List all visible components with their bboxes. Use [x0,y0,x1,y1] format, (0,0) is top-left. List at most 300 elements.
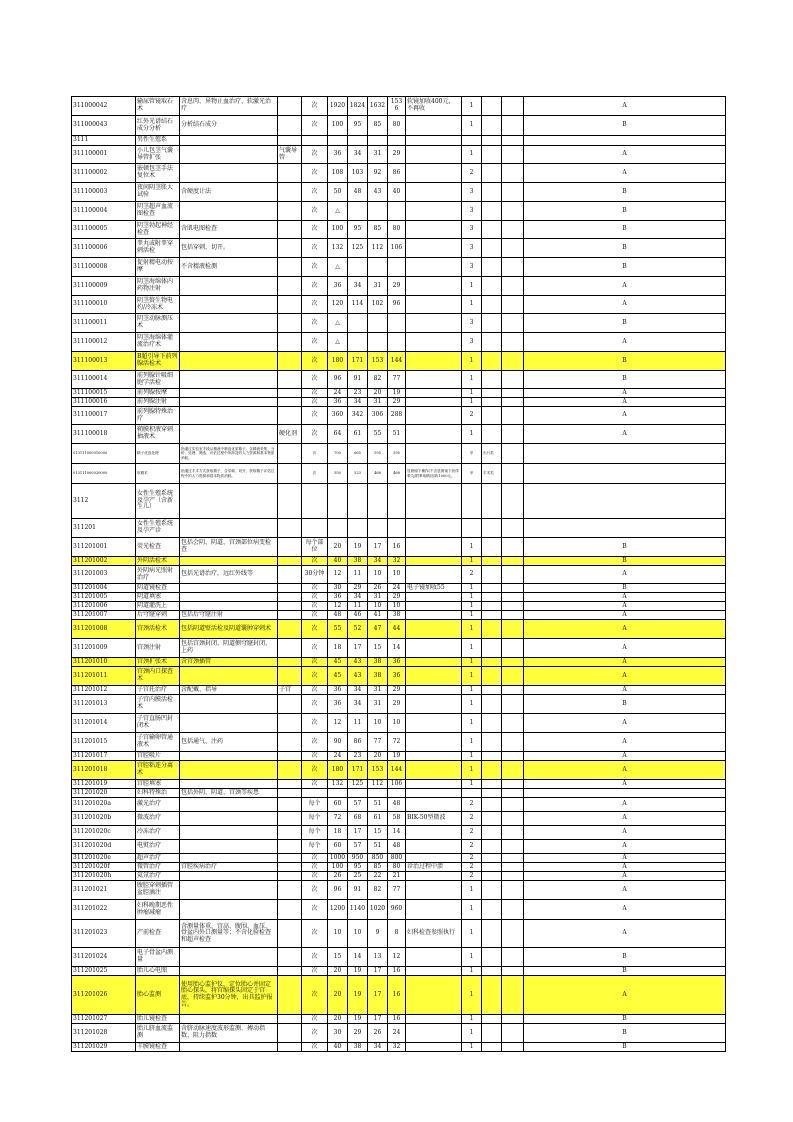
price-level3-cell: 31 [368,695,388,714]
exclusion-cell [278,519,302,538]
price-level2-cell: 38 [348,557,368,566]
table-row [72,183,726,202]
price-level3-cell: 51 [368,840,388,854]
category-cell: A [524,686,726,695]
price-level2-cell: 11 [348,566,368,584]
item-name-cell: 胎儿镜检查 [136,1015,180,1024]
item-name-cell: 超声治疗 [136,854,180,863]
extra-cell [482,484,502,519]
price-level1-cell: 30 [328,1024,348,1043]
extra-cell [482,398,502,407]
unit-cell: 次 [302,602,328,611]
price-level4-cell: 800 [388,854,406,863]
category-cell: B [524,1015,726,1024]
table-row [72,967,726,976]
unit-cell: 每个 [302,826,328,840]
extra2-cell [502,667,524,686]
price-level4-cell: 10 [388,714,406,733]
unit-cell: 次 [302,183,328,202]
extra-cell [482,593,502,602]
exclusion-cell [278,1024,302,1043]
extra-cell [482,164,502,183]
table-row [72,658,726,667]
category-cell: A [524,872,726,881]
item-name-cell: 后穹窿穿刺 [136,611,180,620]
price-level2-cell: 46 [348,611,368,620]
category-cell: A [524,658,726,667]
project-type-cell: 1 [462,371,482,389]
project-type-cell: 3 [462,333,482,352]
item-content-cell: 使用胎心监护仪，定位胎心并固定胎心探头，将宫缩探头固定于宫底，持续监护30分钟，出具监护报告。 [180,976,278,1015]
category-cell: A [524,840,726,854]
project-type-cell: 1 [462,967,482,976]
extra2-cell [502,840,524,854]
price-level1-cell: 12 [328,566,348,584]
item-content-cell [180,484,278,519]
exclusion-cell: 硬化剂 [278,425,302,444]
item-code-cell: 311100001 [72,146,136,164]
remark-cell [406,407,462,425]
exclusion-cell [278,639,302,658]
extra-cell [482,136,502,146]
remark-cell [406,277,462,296]
price-table [71,96,726,1052]
item-code-cell: 013111000020000 [72,464,136,484]
price-table-sheet [71,96,725,1052]
unit-cell: 次 [302,584,328,593]
price-level3-cell [368,519,388,538]
unit-cell: 次 [302,920,328,948]
price-level3-cell: 17 [368,976,388,1015]
price-level3-cell: 306 [368,407,388,425]
remark-cell [406,967,462,976]
price-level3-cell: 34 [368,557,388,566]
project-type-cell: 1 [462,686,482,695]
price-level2-cell [348,484,368,519]
unit-cell: 次 [302,314,328,333]
item-content-cell [180,296,278,314]
exclusion-cell [278,333,302,352]
extra2-cell [502,733,524,752]
item-name-cell: 子宫内膜活检术 [136,695,180,714]
price-level1-cell: 20 [328,967,348,976]
item-name-cell: 取精术 [136,464,180,484]
table-row [72,519,726,538]
project-type-cell: 1 [462,948,482,967]
item-content-cell [180,780,278,789]
table-row [72,116,726,136]
item-code-cell: 311201020c [72,826,136,840]
price-level4-cell: 14 [388,639,406,658]
price-level4-cell: 595 [388,444,406,464]
item-code-cell: 311201020 [72,789,136,798]
extra-cell: 出行类 [482,444,502,464]
project-type-cell: 2 [462,798,482,812]
remark-cell: 妇科检查参照执行 [406,920,462,948]
exclusion-cell [278,296,302,314]
item-code-cell: 311100010 [72,296,136,314]
price-level3-cell: 595 [368,444,388,464]
price-level1-cell: 60 [328,798,348,812]
exclusion-cell [278,593,302,602]
unit-cell: 每个 [302,798,328,812]
exclusion-cell [278,202,302,221]
remark-cell [406,538,462,557]
remark-cell [406,164,462,183]
category-cell: B [524,584,726,593]
extra-cell [482,948,502,967]
project-type-cell: 1 [462,1024,482,1043]
category-cell: A [524,667,726,686]
category-cell: B [524,967,726,976]
table-row [72,314,726,333]
extra2-cell [502,425,524,444]
item-name-cell: B超引导下前列腺活检术 [136,352,180,371]
price-level3-cell: 153 [368,761,388,780]
extra2-cell [502,881,524,900]
exclusion-cell [278,967,302,976]
price-level4-cell: 14 [388,826,406,840]
price-level2-cell: 95 [348,116,368,136]
item-name-cell: 腹腔穿刺插管盆腔滴注 [136,881,180,900]
item-code-cell: 311100012 [72,333,136,352]
price-level4-cell: 29 [388,593,406,602]
project-type-cell: 3 [462,314,482,333]
extra2-cell [502,948,524,967]
exclusion-cell [278,183,302,202]
item-name-cell: 阴道灌洗上 [136,602,180,611]
extra2-cell [502,1024,524,1043]
category-cell: A [524,733,726,752]
unit-cell: 次 [302,620,328,639]
category-cell: B [524,371,726,389]
item-name-cell: 前列腺特殊治疗 [136,407,180,425]
extra2-cell [502,854,524,863]
exclusion-cell [278,584,302,593]
price-level4-cell [388,789,406,798]
price-level3-cell: 43 [368,183,388,202]
price-level2-cell: 34 [348,686,368,695]
extra-cell [482,584,502,593]
exclusion-cell [278,1015,302,1024]
price-level2-cell: 23 [348,389,368,398]
item-code-cell: 311201003 [72,566,136,584]
price-level1-cell: 132 [328,239,348,258]
item-code-cell: 311201018 [72,761,136,780]
extra-cell [482,258,502,277]
extra2-cell [502,620,524,639]
item-content-cell [180,714,278,733]
item-content-cell [180,407,278,425]
extra-cell [482,183,502,202]
project-type-cell: 1 [462,398,482,407]
project-type-cell: 1 [462,602,482,611]
extra2-cell [502,333,524,352]
extra2-cell [502,812,524,826]
price-level3-cell: 153 [368,352,388,371]
table-row [72,407,726,425]
exclusion-cell [278,620,302,639]
price-level3-cell: 10 [368,714,388,733]
item-code-cell: 311201004 [72,584,136,593]
exclusion-cell [278,733,302,752]
item-content-cell [180,854,278,863]
price-level4-cell: 960 [388,900,406,920]
price-level4-cell: 29 [388,398,406,407]
table-row [72,900,726,920]
category-cell: A [524,566,726,584]
item-name-cell: 阴道填塞 [136,593,180,602]
item-name-cell: 微波治疗 [136,812,180,826]
price-level1-cell [328,519,348,538]
table-row [72,733,726,752]
unit-cell: 次 [302,593,328,602]
price-level2-cell: 19 [348,967,368,976]
price-level1-cell: △ [328,314,348,333]
remark-cell [406,602,462,611]
price-level2-cell: 10 [348,920,368,948]
item-name-cell: 前列腺按摩 [136,389,180,398]
remark-cell: 软镜加收400元，不再收 [406,97,462,116]
remark-cell [406,314,462,333]
item-name-cell: 红外光谱结石成分分析 [136,116,180,136]
item-code-cell: 311100004 [72,202,136,221]
item-content-cell: 含息肉、异物止血治疗、软激光治疗 [180,97,278,116]
extra-cell [482,667,502,686]
exclusion-cell [278,484,302,519]
price-level2-cell: 91 [348,881,368,900]
price-level2-cell: 125 [348,239,368,258]
extra-cell [482,872,502,881]
item-code-cell: 311201023 [72,920,136,948]
category-cell: B [524,538,726,557]
item-name-cell: 胎儿心电图 [136,967,180,976]
price-level2-cell [348,258,368,277]
price-level3-cell [368,484,388,519]
price-level4-cell: 144 [388,761,406,780]
table-row [72,761,726,780]
item-content-cell: 包括外阴、阴道、宫颈等疾患 [180,789,278,798]
project-type-cell: 甲 [462,444,482,464]
item-content-cell [180,519,278,538]
item-name-cell: 阴茎赘生物电灼/冷冻术 [136,296,180,314]
item-content-cell [180,593,278,602]
price-level1-cell: 550 [328,464,348,484]
item-content-cell: 含测量体重、宫高、腹围、血压、骨盆内外口测量等；不含化验检查和超声检查 [180,920,278,948]
category-cell: B [524,1024,726,1043]
price-level1-cell: 20 [328,538,348,557]
item-name-cell: 宫颈活检术 [136,620,180,639]
item-content-cell [180,1015,278,1024]
price-level2-cell: 95 [348,221,368,239]
category-cell: A [524,780,726,789]
price-level2-cell: 523 [348,464,368,484]
item-name-cell: 宫腔粘连分离术 [136,761,180,780]
extra-cell [482,658,502,667]
price-level1-cell: 1200 [328,900,348,920]
unit-cell: 次 [302,611,328,620]
item-code-cell: 311100014 [72,371,136,389]
table-row [72,872,726,881]
item-name-cell: 睾丸或附睾穿刺活检 [136,239,180,258]
price-level1-cell: 90 [328,733,348,752]
extra-cell [482,881,502,900]
price-level2-cell: 125 [348,780,368,789]
table-row [72,333,726,352]
extra-cell [482,812,502,826]
exclusion-cell [278,611,302,620]
item-content-cell [180,695,278,714]
price-level3-cell: 34 [368,1043,388,1052]
item-code-cell: 311201002 [72,557,136,566]
item-content-cell: 包括宫颈封闭、阴道侧穹窿封闭、上药 [180,639,278,658]
price-level4-cell: 16 [388,538,406,557]
item-content-cell [180,136,278,146]
price-level4-cell: 72 [388,733,406,752]
table-row [72,863,726,872]
table-row [72,695,726,714]
table-row [72,620,726,639]
unit-cell: 次 [302,97,328,116]
item-code-cell: 311100003 [72,183,136,202]
unit-cell: 次 [302,752,328,761]
exclusion-cell [278,1043,302,1052]
item-code-cell: 311100017 [72,407,136,425]
item-content-cell [180,164,278,183]
unit-cell: 次 [302,872,328,881]
item-name-cell: 宫颈注射 [136,639,180,658]
project-type-cell: 2 [462,863,482,872]
exclusion-cell [278,566,302,584]
item-name-cell: 电熨治疗 [136,840,180,854]
item-code-cell: 311201020h [72,872,136,881]
project-type-cell [462,484,482,519]
item-content-cell: 包括穿刺、切开。 [180,239,278,258]
category-cell: A [524,798,726,812]
price-level4-cell [388,314,406,333]
project-type-cell: 1 [462,714,482,733]
extra-cell [482,1024,502,1043]
exclusion-cell: 子宫 [278,686,302,695]
price-level1-cell: 108 [328,164,348,183]
table-row [72,136,726,146]
project-type-cell: 2 [462,566,482,584]
extra2-cell [502,584,524,593]
price-level3-cell [368,258,388,277]
remark-cell: 诊治过程中溃 [406,863,462,872]
remark-cell [406,566,462,584]
price-level3-cell: 92 [368,164,388,183]
item-code-cell: 311201008 [72,620,136,639]
price-level2-cell: 19 [348,976,368,1015]
exclusion-cell [278,695,302,714]
remark-cell [406,789,462,798]
table-row [72,826,726,840]
price-level4-cell: 288 [388,407,406,425]
unit-cell: 次 [302,116,328,136]
item-code-cell: 3111 [72,136,136,146]
category-cell: A [524,976,726,1015]
price-level4-cell [388,136,406,146]
price-level1-cell: 60 [328,840,348,854]
category-cell: A [524,812,726,826]
item-name-cell: 前列腺注射 [136,398,180,407]
unit-cell: 次 [302,658,328,667]
price-level4-cell: 16 [388,967,406,976]
exclusion-cell [278,948,302,967]
category-cell: A [524,425,726,444]
remark-cell: BIK-50型微波 [406,812,462,826]
unit-cell: 次 [302,333,328,352]
table-row [72,584,726,593]
price-level1-cell: 45 [328,667,348,686]
item-content-cell: 包括光谱治疗，远红外线等 [180,566,278,584]
table-row [72,686,726,695]
item-code-cell: 311100015 [72,389,136,398]
item-name-cell: 促射精电动按摩 [136,258,180,277]
item-name-cell: 冷冻治疗 [136,826,180,840]
unit-cell: 次 [302,389,328,398]
price-level4-cell: 12 [388,948,406,967]
unit-cell: 次 [302,639,328,658]
remark-cell [406,752,462,761]
price-level2-cell: 29 [348,1024,368,1043]
price-level1-cell: 20 [328,976,348,1015]
price-level1-cell: 36 [328,146,348,164]
extra-cell [482,798,502,812]
price-level3-cell [368,202,388,221]
project-type-cell: 1 [462,667,482,686]
price-level1-cell: △ [328,258,348,277]
unit-cell: 次 [302,780,328,789]
extra-cell [482,602,502,611]
extra-cell [482,789,502,798]
price-level3-cell: 26 [368,584,388,593]
item-code-cell: 311201025 [72,967,136,976]
extra-cell [482,752,502,761]
item-name-cell: 鞘膜积液穿刺抽液术 [136,425,180,444]
price-level4-cell: 80 [388,863,406,872]
unit-cell: 次 [302,398,328,407]
table-row [72,854,726,863]
project-type-cell: 3 [462,239,482,258]
exclusion-cell [278,863,302,872]
price-level1-cell: 18 [328,826,348,840]
extra2-cell [502,976,524,1015]
item-name-cell: 氦氖治疗 [136,872,180,881]
price-level3-cell: 20 [368,389,388,398]
project-type-cell: 1 [462,695,482,714]
price-level4-cell: 58 [388,812,406,826]
extra2-cell [502,686,524,695]
project-type-cell: 1 [462,611,482,620]
price-level2-cell: 57 [348,840,368,854]
item-content-cell [180,798,278,812]
price-level2-cell [348,136,368,146]
table-row [72,464,726,484]
table-row [72,667,726,686]
extra-cell [482,639,502,658]
remark-cell [406,840,462,854]
price-level4-cell: 51 [388,425,406,444]
item-content-cell [180,371,278,389]
project-type-cell: 1 [462,1015,482,1024]
price-level1-cell: 45 [328,658,348,667]
item-content-cell: 含配戴、指导 [180,686,278,695]
price-level1-cell: 72 [328,812,348,826]
price-level4-cell [388,333,406,352]
price-level3-cell: 38 [368,667,388,686]
